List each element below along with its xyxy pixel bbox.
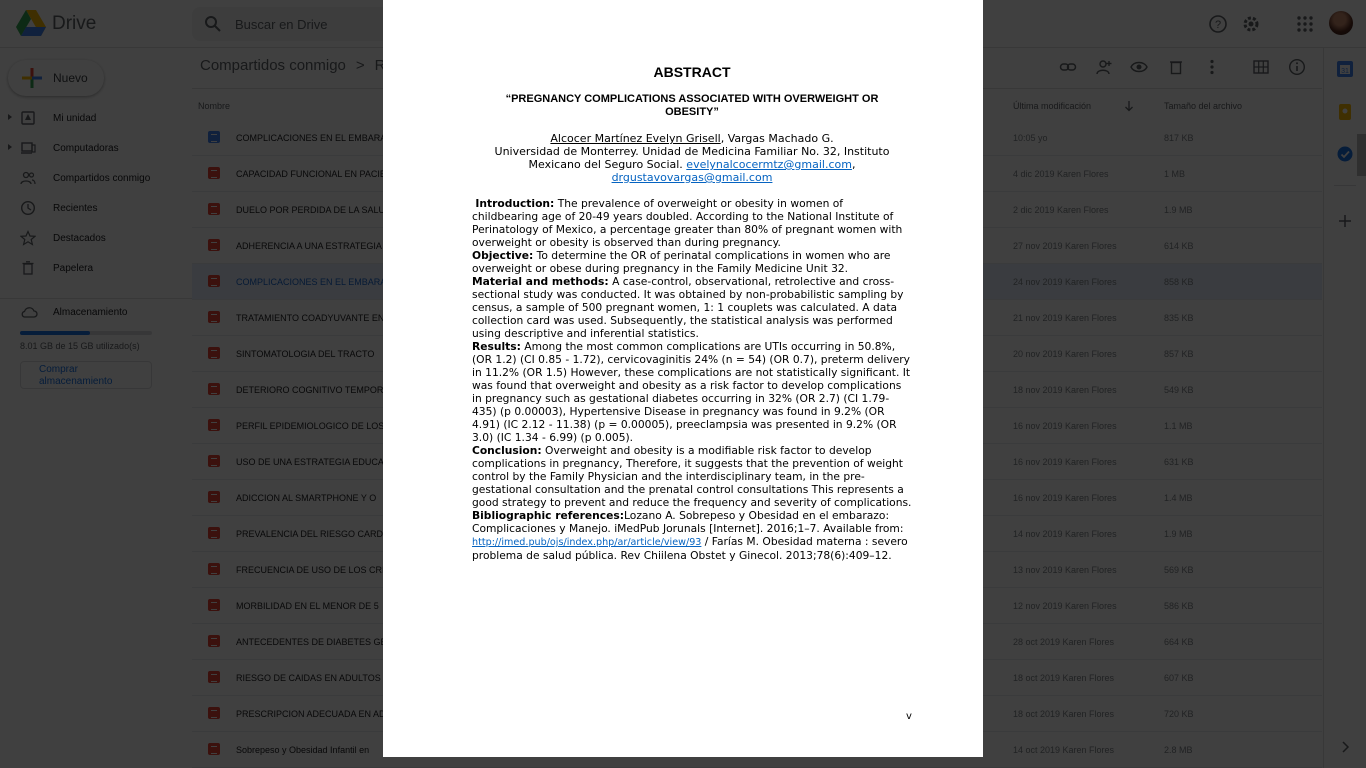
conclusion-text: Overweight and obesity is a modifiable risk factor to develop complications in pregnancy, Therefore, it suggests that the prevention of weight control by the Family Physician and the interdisciplinary team, in the pre-gestational consultation and the prenatal control consultations This represents a good strategy to prevent and reduce the frequency and severity of complications. bbox=[472, 444, 912, 509]
introduction-text: The prevalence of overweight or obesity in women of childbearing age of 20-49 years doubled. According to the National Institute of Perinatology of Mexico, a percentage greater than 80% of pregnant women with overweight or obesity is observed than during pregnancy. bbox=[472, 197, 903, 249]
methods-label: Material and methods: bbox=[472, 275, 609, 288]
authors-block bbox=[480, 132, 904, 184]
references-paragraph bbox=[472, 509, 912, 562]
results-paragraph bbox=[472, 340, 912, 444]
abstract-body bbox=[472, 197, 912, 562]
email-link-1[interactable]: evelynalcocermtz@gmail.com bbox=[686, 158, 852, 171]
objective-text: To determine the OR of perinatal complications in women who are overweight or obese during pregnancy in the Family Medicine Unit 32. bbox=[472, 249, 891, 275]
page-number: v bbox=[906, 711, 912, 722]
abstract-subtitle: “PREGNANCY COMPLICATIONS ASSOCIATED WITH OVERWEIGHT OR OBESITY” bbox=[505, 93, 879, 118]
references-text-2: / Farías M. Obesidad materna : severo problema de salud pública. Rev Chiilena Obstet y Ginecol. 2013;78(6):409–12. bbox=[472, 535, 908, 562]
conclusion-label: Conclusion: bbox=[472, 444, 542, 457]
reference-link[interactable]: http://imed.pub/ojs/index.php/ar/article/view/93 bbox=[472, 537, 702, 548]
results-label: Results: bbox=[472, 340, 521, 353]
references-label: Bibliographic references: bbox=[472, 509, 625, 522]
introduction-paragraph bbox=[472, 197, 912, 249]
other-authors: , Vargas Machado G. bbox=[720, 132, 834, 145]
objective-paragraph bbox=[472, 249, 912, 275]
introduction-label: Introduction: bbox=[475, 197, 555, 210]
references-text-1: Lozano A. Sobrepeso y Obesidad en el embarazo: Complicaciones y Manejo. iMedPub Jorunals [Internet]. 2016;1–7. Available from: bbox=[472, 509, 904, 535]
abstract-title: ABSTRACT bbox=[653, 64, 731, 80]
methods-text: A case-control, observational, retrolective and cross-sectional study was conducted. It was obtained by non-probabilistic sampling by census, a sample of 500 pregnant women, 1: 1 couplets was calculated. A data collection card was used. Subsequently, the statistical analysis was performed using descriptive and inferential statistics. bbox=[472, 275, 904, 340]
methods-paragraph bbox=[472, 275, 912, 340]
email-link-2[interactable]: drgustavovargas@gmail.com bbox=[611, 171, 773, 184]
primary-author: Alcocer Martínez Evelyn Grisell bbox=[550, 132, 721, 145]
email-separator: , bbox=[851, 158, 856, 171]
results-text: Among the most common complications are UTIs occurring in 50.8%, (OR 1.2) (CI 0.85 - 1.72), cervicovaginitis 24% (n = 54) (OR 0.7), preterm delivery in 11.2% (OR 1.5) However, these complications are not statistically significant. It was found that overweight and obesity as a risk factor to develop complications in pregnancy such as gestational diabetes occurring in 32% (OR 2.7) (CI 1.79-435) (p 0.00003), Hypertensive Disease in pregnancy was found in 9.2% (OR 4.91) (IC 2.12 - 11.38) (p = 0.00005), preeclampsia was presented in 9.2% (OR 3.0) (IC 1.34 - 6.99) (p 0.005). bbox=[472, 340, 911, 444]
objective-label: Objective: bbox=[472, 249, 534, 262]
affiliation: Universidad de Monterrey. Unidad de Medicina Familiar No. 32, Instituto Mexicano del Seguro Social. bbox=[494, 145, 890, 171]
document-page bbox=[383, 0, 983, 757]
conclusion-paragraph bbox=[472, 444, 912, 509]
